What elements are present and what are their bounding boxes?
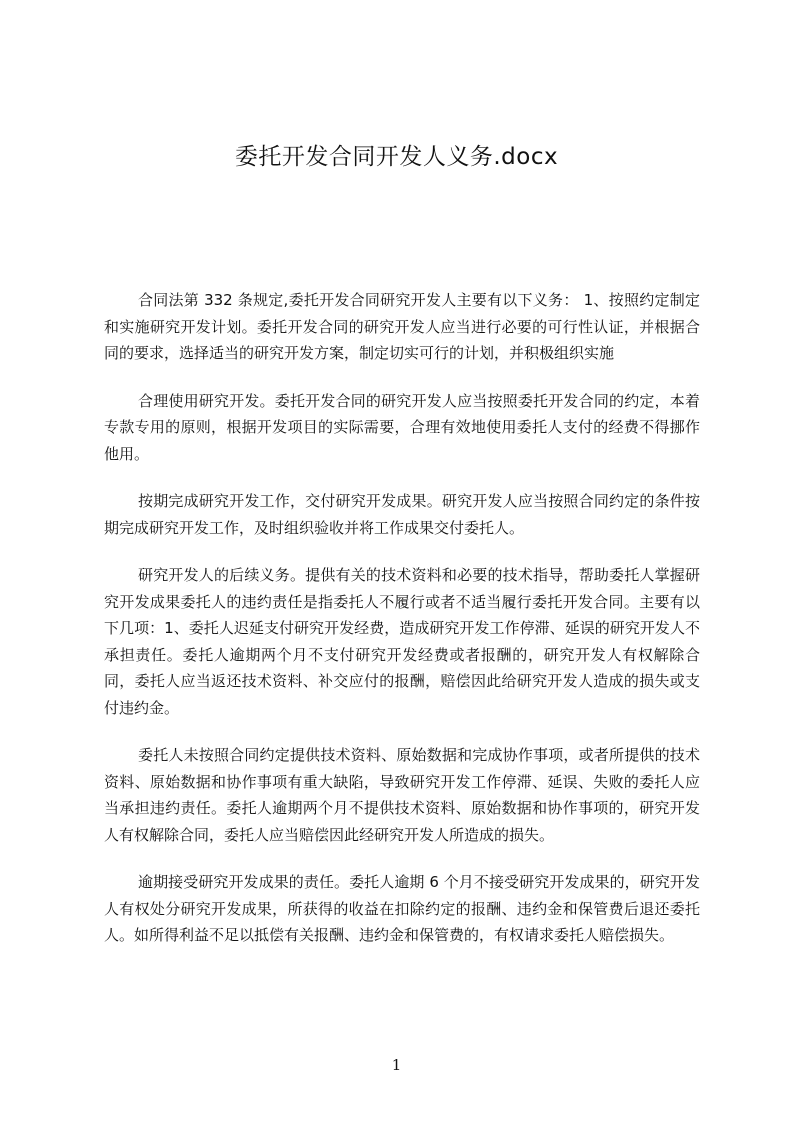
paragraph-client-materials: 委托人未按照合同约定提供技术资料、原始数据和完成协作事项，或者所提供的技术资料、原始数据和协作事项有重大缺陷，导致研究开发工作停滞、延误、失败的委托人应当承担违约责任。委托人逾期两个月不提供技术资料、原始数据和协作事项的，研究开发人有权解除合同，委托人应当赔偿因此经研究开发人所造成的损失。 [104,746,700,844]
paragraph-timely-delivery: 按期完成研究开发工作，交付研究开发成果。研究开发人应当按照合同约定的条件按期完成研究开发工作，及时组织验收并将工作成果交付委托人。 [104,492,700,537]
paragraph-late-acceptance: 逾期接受研究开发成果的责任。委托人逾期 6 个月不接受研究开发成果的，研究开发人有权处分研究开发成果，所获得的收益在扣除约定的报酬、违约金和保管费后退还委托人。如所得利益不足以抵偿有关报酬、违约金和保管费的，有权请求委托人赔偿损失。 [104,873,700,944]
paragraph-use-of-funds: 合理使用研究开发。委托开发合同的研究开发人应当按照委托开发合同的约定，本着专款专用的原则，根据开发项目的实际需要，合理有效地使用委托人支付的经费不得挪作他用。 [104,391,700,463]
document-body [104,287,700,970]
paragraph-obligations-intro: 合同法第 332 条规定,委托开发合同研究开发人主要有以下义务： 1、按照约定制定和实施研究开发计划。委托开发合同的研究开发人应当进行必要的可行性认证，并根据合同的要求，选择适当的研究开发方案，制定切实可行的计划，并积极组织实施 [104,291,700,362]
page-number: 1 [391,1056,402,1074]
document-title: 委托开发合同开发人义务.docx [234,144,559,170]
paragraph-follow-up-obligations: 研究开发人的后续义务。提供有关的技术资料和必要的技术指导，帮助委托人掌握研究开发成果委托人的违约责任是指委托人不履行或者不适当履行委托开发合同。主要有以下几项：1、委托人迟延支付研究开发经费，造成研究开发工作停滞、延误的研究开发人不承担责任。委托人逾期两个月不支付研究开发经费或者报酬的，研究开发人有权解除合同，委托人应当返还技术资料、补交应付的报酬，赔偿因此给研究开发人造成的损失或支付违约金。 [104,566,700,717]
